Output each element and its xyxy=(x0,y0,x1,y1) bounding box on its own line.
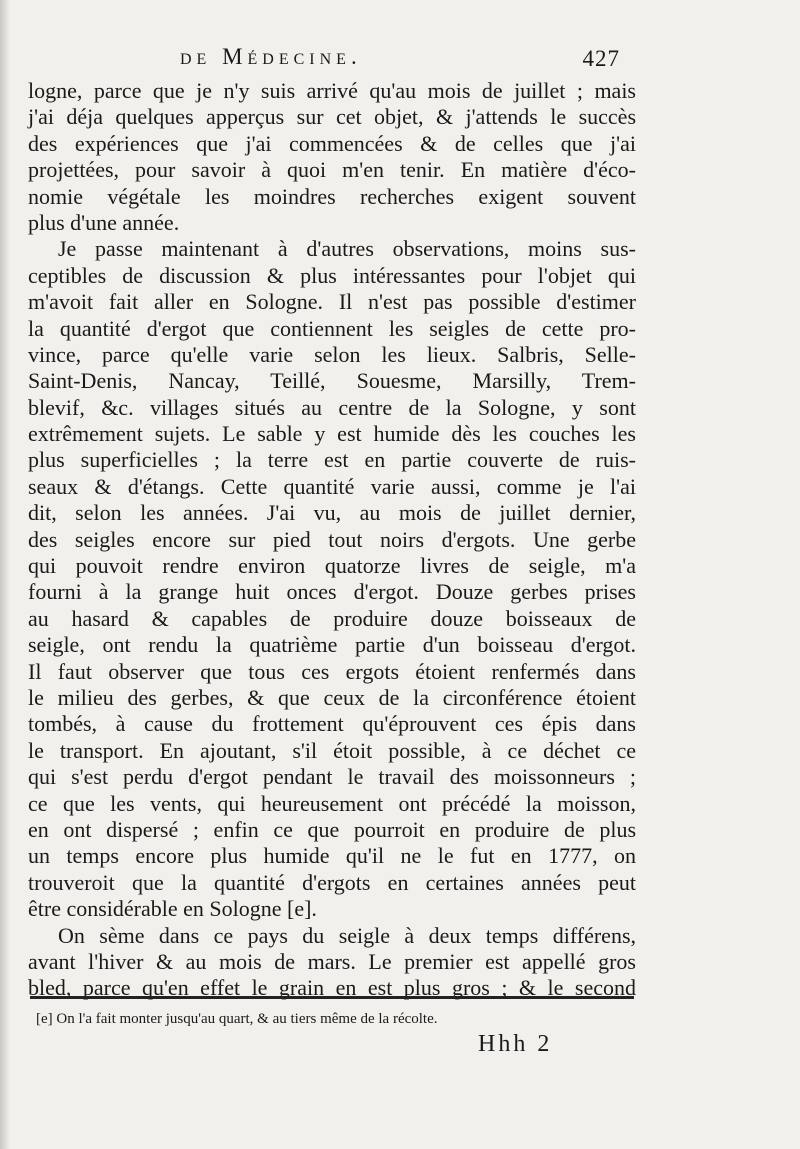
text-line: seaux & d'étangs. Cette quantité varie aussi, comme je l'ai xyxy=(28,473,636,499)
footnote: [e] On l'a fait monter jusqu'au quart, & au tiers même de la récolte. xyxy=(36,1011,438,1027)
text-line: en ont dispersé ; enfin ce que pourroit en produire de plus xyxy=(28,816,636,842)
text-line: le milieu des gerbes, & que ceux de la circonférence étoient xyxy=(28,684,636,710)
text-line: extrêmement sujets. Le sable y est humide dès les couches les xyxy=(28,421,636,447)
text-line: fourni à la grange huit onces d'ergot. Douze gerbes prises xyxy=(28,579,636,605)
text-line: au hasard & capables de produire douze boisseaux de xyxy=(28,605,636,631)
page-number: 427 xyxy=(582,46,620,71)
text-line: blevif, &c. villages situés au centre de la Sologne, y sont xyxy=(28,394,636,420)
text-line: le transport. En ajoutant, s'il étoit possible, à ce déchet ce xyxy=(28,737,636,763)
text-line: la quantité d'ergot que contiennent les seigles de cette pro- xyxy=(28,315,636,341)
text-line: qui s'est perdu d'ergot pendant le travail des moissonneurs ; xyxy=(28,764,636,790)
body-text xyxy=(28,78,636,1002)
text-line: ce que les vents, qui heureusement ont précédé la moisson, xyxy=(28,790,636,816)
page-edge-shadow xyxy=(0,0,10,1149)
text-line: dit, selon les années. J'ai vu, au mois de juillet dernier, xyxy=(28,500,636,526)
text-line: vince, parce qu'elle varie selon les lieux. Salbris, Selle- xyxy=(28,341,636,367)
text-line: plus superficielles ; la terre est en partie couverte de ruis- xyxy=(28,447,636,473)
page-header xyxy=(180,44,620,78)
text-line: seigle, ont rendu la quatrième partie d'un boisseau d'ergot. xyxy=(28,632,636,658)
text-line: tombés, à cause du frottement qu'éprouvent ces épis dans xyxy=(28,711,636,737)
signature-mark: Hhh 2 xyxy=(478,1031,553,1057)
text-line: un temps encore plus humide qu'il ne le fut en 1777, on xyxy=(28,843,636,869)
text-line: trouveroit que la quantité d'ergots en certaines années peut xyxy=(28,869,636,895)
text-line: j'ai déja quelques apperçus sur cet objet, & j'attends le succès xyxy=(28,104,636,130)
text-line: Il faut observer que tous ces ergots étoient renfermés dans xyxy=(28,658,636,684)
text-line: logne, parce que je n'y suis arrivé qu'au mois de juillet ; mais xyxy=(28,78,636,103)
text-line: des expériences que j'ai commencées & de celles que j'ai xyxy=(28,130,636,156)
text-line: avant l'hiver & au mois de mars. Le premier est appellé gros xyxy=(28,948,636,974)
footnote-rule xyxy=(30,996,634,999)
text-line: Je passe maintenant à d'autres observations, moins sus- xyxy=(58,236,636,262)
text-line: projettées, pour savoir à quoi m'en tenir. En matière d'éco- xyxy=(28,157,636,183)
text-line: ceptibles de discussion & plus intéressantes pour l'objet qui xyxy=(28,262,636,288)
text-line: plus d'une année. xyxy=(28,209,180,235)
text-line: des seigles encore sur pied tout noirs d'ergots. Une gerbe xyxy=(28,526,636,552)
text-line: être considérable en Sologne [e]. xyxy=(28,896,317,922)
text-line: m'avoit fait aller en Sologne. Il n'est pas possible d'estimer xyxy=(28,289,636,315)
text-line: Saint-Denis, Nancay, Teillé, Souesme, Marsilly, Trem- xyxy=(28,368,636,394)
running-title: de Médecine. xyxy=(180,44,362,69)
text-line: qui pouvoit rendre environ quatorze livres de seigle, m'a xyxy=(28,553,636,579)
text-line: bled, parce qu'en effet le grain en est plus gros ; & le second xyxy=(28,975,636,1001)
text-line: On sème dans ce pays du seigle à deux temps différens, xyxy=(58,922,636,948)
text-line: nomie végétale les moindres recherches exigent souvent xyxy=(28,183,636,209)
